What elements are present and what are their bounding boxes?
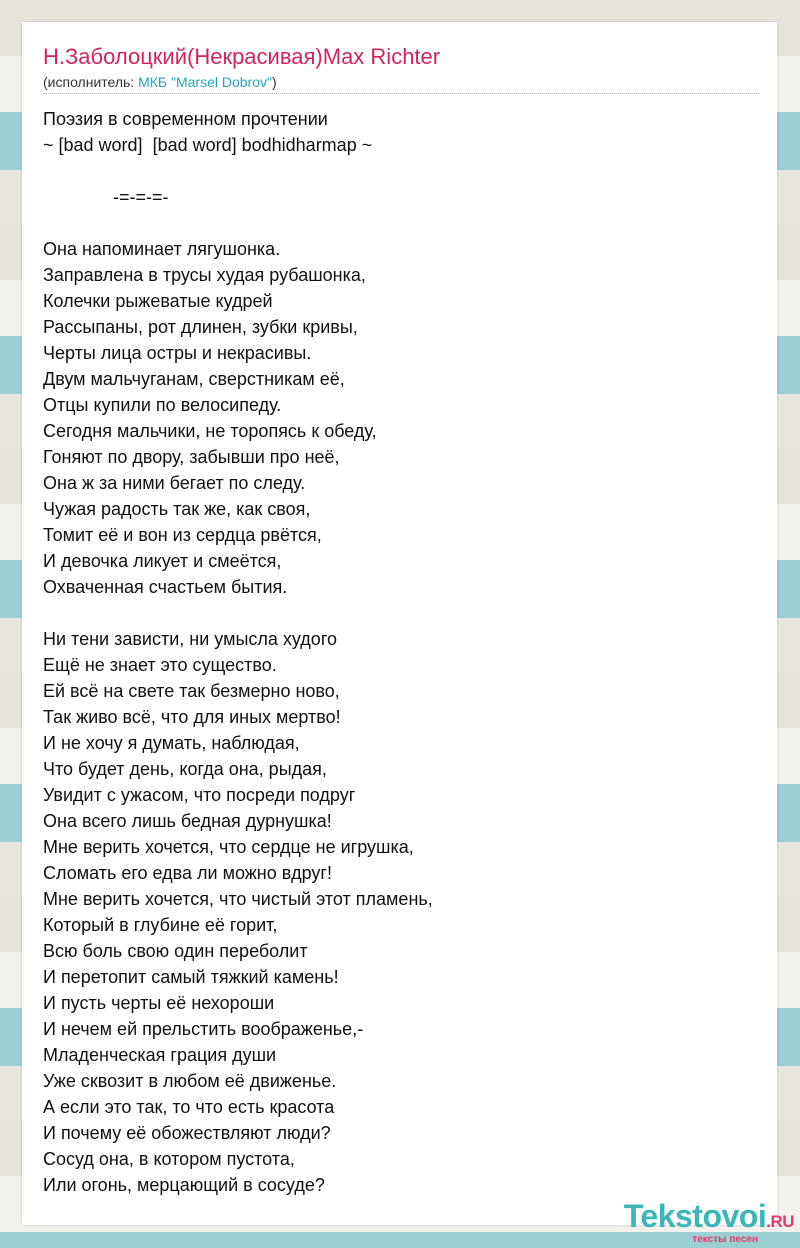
- lyric-line: Ещё не знает это существо.: [43, 655, 277, 675]
- logo-tagline: тексты песен: [692, 1234, 758, 1245]
- lyric-line: Охваченная счастьем бытия.: [43, 577, 288, 597]
- lyric-line: Чужая радость так же, как своя,: [43, 499, 311, 519]
- lyric-line: И почему её обожествляют люди?: [43, 1123, 331, 1143]
- lyric-line: Так живо всё, что для иных мертво!: [43, 707, 341, 727]
- logo-main-text: Tekstovoi: [623, 1198, 767, 1234]
- lyric-line: ~ [bad word] [bad word] bodhidharmap ~: [43, 135, 373, 155]
- lyric-line: И девочка ликует и смеётся,: [43, 551, 282, 571]
- title-divider: [43, 93, 759, 94]
- lyric-line: -=-=-=-: [43, 187, 169, 207]
- lyric-line: Поэзия в современном прочтении: [43, 109, 328, 129]
- lyric-line: Колечки рыжеватые кудрей: [43, 291, 273, 311]
- lyric-line: [43, 158, 763, 184]
- song-title: Н.Заболоцкий(Некрасивая)Max Richter: [43, 44, 441, 69]
- lyric-line: Сегодня мальчики, не торопясь к обеду,: [43, 421, 377, 441]
- lyric-line: Младенческая грация души: [43, 1045, 277, 1065]
- lyric-line: И пусть черты её нехороши: [43, 993, 275, 1013]
- lyric-line: Который в глубине её горит,: [43, 915, 278, 935]
- lyric-line: Она всего лишь бедная дурнушка!: [43, 811, 332, 831]
- lyric-line: Она ж за ними бегает по следу.: [43, 473, 306, 493]
- lyric-line: [43, 600, 763, 626]
- lyric-line: Черты лица остры и некрасивы.: [43, 343, 312, 363]
- lyric-line: Увидит с ужасом, что посреди подруг: [43, 785, 356, 805]
- site-logo[interactable]: [624, 1199, 794, 1246]
- lyric-line: Рассыпаны, рот длинен, зубки кривы,: [43, 317, 358, 337]
- lyric-line: Гоняют по двору, забывши про неё,: [43, 447, 340, 467]
- lyrics-card: [22, 22, 777, 1225]
- lyric-line: Мне верить хочется, что чистый этот пламень,: [43, 889, 433, 909]
- lyric-line: Она напоминает лягушонка.: [43, 239, 281, 259]
- lyric-line: Или огонь, мерцающий в сосуде?: [43, 1175, 325, 1195]
- artist-suffix: ): [271, 74, 277, 90]
- lyric-line: Ни тени зависти, ни умысла худого: [43, 629, 338, 649]
- lyric-line: И нечем ей прельстить воображенье,-: [43, 1019, 364, 1039]
- lyric-line: И не хочу я думать, наблюдая,: [43, 733, 300, 753]
- lyric-line: [43, 210, 763, 236]
- lyric-line: Ей всё на свете так безмерно ново,: [43, 681, 340, 701]
- lyric-line: Томит её и вон из сердца рвётся,: [43, 525, 322, 545]
- lyrics-text: [43, 106, 763, 1198]
- lyric-line: Сосуд она, в котором пустота,: [43, 1149, 295, 1169]
- lyric-line: Отцы купили по велосипеду.: [43, 395, 282, 415]
- lyric-line: Заправлена в трусы худая рубашонка,: [43, 265, 366, 285]
- lyric-line: И перетопит самый тяжкий камень!: [43, 967, 339, 987]
- artist-link[interactable]: МКБ "Marsel Dobrov": [138, 74, 272, 90]
- lyric-line: Сломать его едва ли можно вдруг!: [43, 863, 332, 883]
- artist-line: [43, 74, 277, 90]
- lyric-line: Мне верить хочется, что сердце не игрушка,: [43, 837, 414, 857]
- logo-tld: .RU: [766, 1212, 794, 1231]
- lyric-line: Всю боль свою один переболит: [43, 941, 308, 961]
- artist-prefix: (исполнитель:: [43, 74, 139, 90]
- logo-wordmark: [624, 1199, 794, 1239]
- lyric-line: Уже сквозит в любом её движенье.: [43, 1071, 337, 1091]
- lyric-line: Двум мальчуганам, сверстникам её,: [43, 369, 345, 389]
- lyric-line: Что будет день, когда она, рыдая,: [43, 759, 327, 779]
- lyric-line: А если это так, то что есть красота: [43, 1097, 335, 1117]
